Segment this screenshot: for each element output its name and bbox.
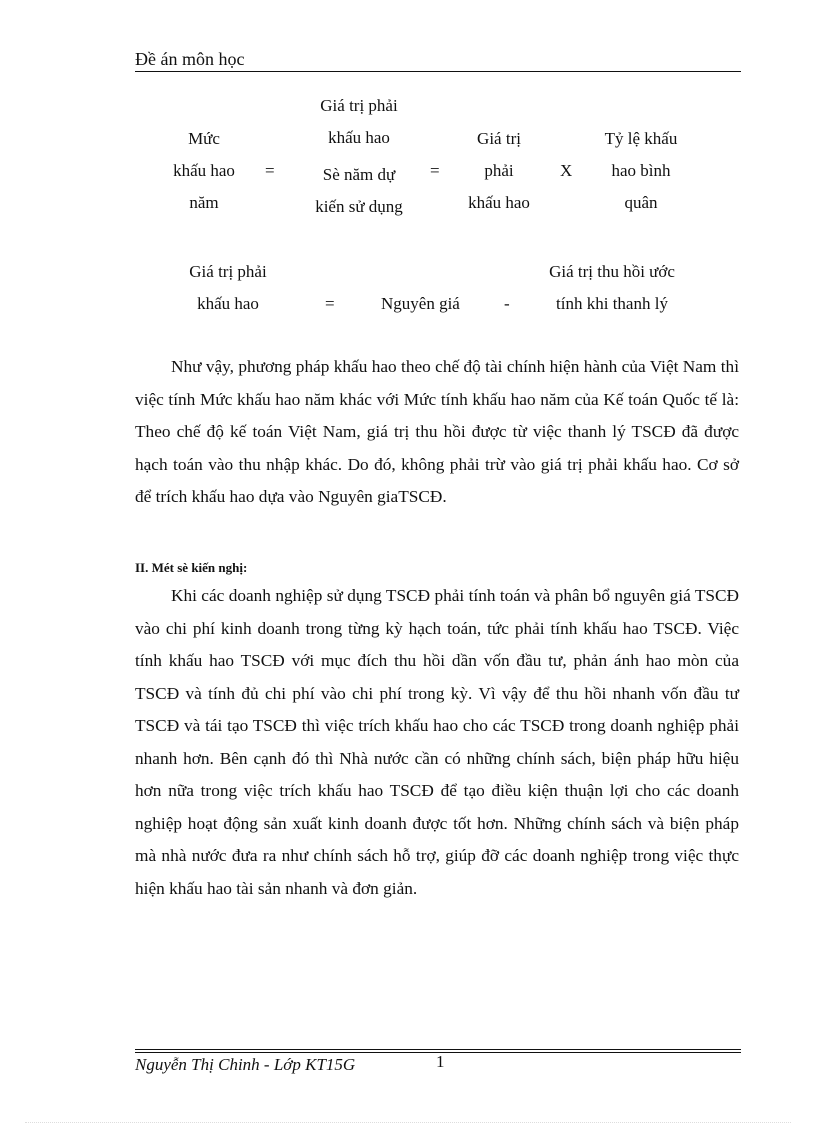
original-cost: Nguyên giá (381, 294, 460, 313)
multiply-sign: X (560, 161, 573, 180)
equals-sign: = (325, 294, 335, 313)
section-heading: II. Mét sè kiến nghị: (135, 560, 248, 575)
line: Sè năm dự (322, 165, 396, 184)
line: hao bình (611, 161, 671, 180)
depreciable-value-label (170, 256, 286, 320)
line: Giá trị (477, 129, 521, 148)
line: phải (484, 161, 514, 180)
paragraph-recommendations: Khi các doanh nghiệp sử dụng TSCĐ phải tính toán và phân bổ nguyên giá TSCĐ vào chi phí kinh doanh trong từng kỳ hạch toán, tức phải tính khấu hao TSCĐ. Việc tính khấu hao TSCĐ với mục đích thu hồi dần vốn đầu tư, phản ánh hao mòn của TSCĐ và tính đủ chi phí vào chi phí trong kỳ. Vì vậy để thu hồi nhanh vốn đầu tư TSCĐ và tái tạo TSCĐ thì việc trích khấu hao cho các TSCĐ trong doanh nghiệp phải nhanh hơn. Bên cạnh đó thì Nhà nước cần có những chính sách, biện pháp hữu hiệu hơn nữa trong việc trích khấu hao TSCĐ để tạo điều kiện thuận lợi cho các doanh nghiệp hoạt động sản xuất kinh doanh được tốt hơn. Những chính sách và biện pháp mà nhà nước đưa ra như chính sách hỗ trợ, giúp đỡ các doanh nghiệp trong việc thực hiện khấu hao tài sản nhanh và đơn giản. (135, 586, 739, 898)
line: tính khi thanh lý (556, 294, 668, 313)
footer-rule (135, 1049, 741, 1050)
average-rate-term (591, 123, 691, 219)
line: khấu hao (197, 294, 259, 313)
line: kiến sử dụng (315, 197, 403, 216)
useful-life-denominator (303, 159, 415, 223)
line: khấu hao (328, 128, 390, 147)
header-rule (135, 71, 741, 72)
page-number: 1 (436, 1052, 445, 1071)
footer-author: Nguyễn Thị Chinh - Lớp KT15G (135, 1055, 356, 1074)
line: Mức (188, 129, 220, 148)
paragraph-comparison: Như vậy, phương pháp khấu hao theo chế độ tài chính hiện hành của Việt Nam thì việc tính Mức khấu hao năm khác với Mức tính khấu hao năm của Kế toán Quốc tế là: Theo chế độ kế toán Việt Nam, giá trị thu hồi được từ việc thanh lý TSCĐ đã được hạch toán vào thu nhập khác. Do đó, không phải trừ vào giá trị phải khấu hao. Cơ sở để trích khấu hao dựa vào Nguyên giaTSCĐ. (135, 357, 739, 506)
line: khấu hao (173, 161, 235, 180)
line: Giá trị phải (320, 96, 398, 115)
line: Giá trị thu hồi ước (549, 262, 675, 281)
equals-sign: = (265, 161, 275, 180)
annual-depreciation-label (165, 123, 243, 219)
header-title: Đề án môn học (135, 49, 245, 69)
line: quân (624, 193, 658, 212)
line: khấu hao (468, 193, 530, 212)
salvage-value-label (532, 256, 692, 320)
line: Tỷ lệ khấu (604, 129, 678, 148)
minus-sign: - (504, 294, 510, 313)
depreciable-value-term (455, 123, 543, 219)
equals-sign: = (430, 161, 440, 180)
depreciable-value-numerator (303, 90, 415, 154)
line: năm (189, 193, 219, 212)
line: Giá trị phải (189, 262, 267, 281)
